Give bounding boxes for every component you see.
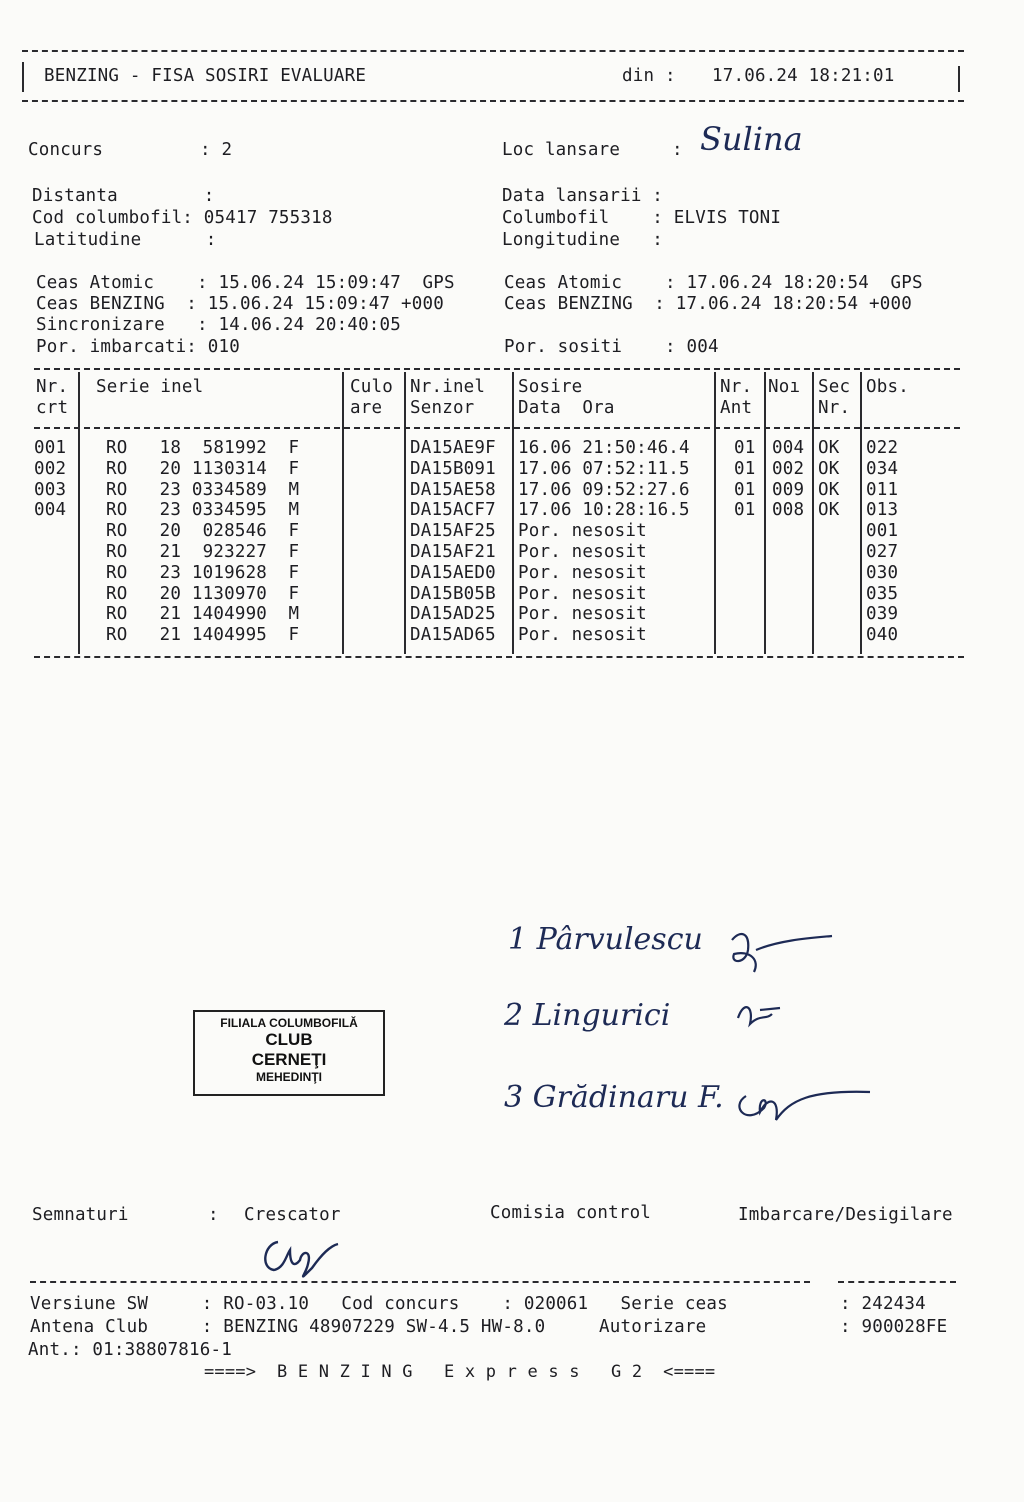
cell-sosire: 16.06 21:50:46.4 — [518, 438, 690, 458]
cell-obs: 027 — [866, 542, 899, 562]
th-sec-1: Sec — [818, 377, 851, 397]
cell-senzor: DA15AE58 — [410, 479, 496, 500]
th-culoare-2: are — [350, 398, 383, 418]
cod-columbofil-line: Cod columbofil: 05417 755318 — [32, 208, 333, 228]
table-header-rule — [34, 427, 960, 429]
latitudine-line: Latitudine : — [34, 230, 217, 250]
cell-serie: RO 21 1404990 M — [106, 604, 300, 625]
cell-serie: RO 23 0334595 M — [106, 500, 300, 521]
th-nr-inel-1: Nr.inel — [410, 377, 486, 397]
concurs-label: Concurs — [28, 140, 104, 160]
th-nr-ant-2: Ant — [720, 398, 753, 418]
versiune-line: Versiune SW : RO-03.10 Cod concurs : 020061 Serie ceas — [30, 1294, 728, 1314]
benzing-banner: ====> B E N Z I N G E x p r e s s G 2 <==== — [204, 1362, 716, 1382]
commission-line-2: 2 Lingurici — [504, 998, 671, 1033]
cell-nr: 001 — [34, 438, 67, 458]
cell-senzor: DA15AF21 — [410, 542, 496, 562]
col-sep-2 — [342, 372, 344, 654]
ant-line: Ant.: 01:38807816-1 — [28, 1340, 232, 1360]
col-sep-4 — [512, 372, 514, 654]
sincronizare-line: Sincronizare : 14.06.24 20:40:05 — [36, 315, 402, 335]
cell-serie: RO 23 1019628 F — [106, 562, 300, 583]
signature-marks-commission — [720, 920, 880, 1130]
cell-serie: RO 20 1130314 F — [106, 458, 300, 479]
table-bottom-rule — [34, 656, 964, 658]
autorizare-value: : 900028FE — [840, 1317, 948, 1337]
cell-obs: 013 — [866, 500, 899, 521]
ceas-atomic-left: Ceas Atomic : 15.06.24 15:09:47 GPS — [36, 273, 455, 293]
cell-sosire: 17.06 09:52:27.6 — [518, 479, 690, 500]
ceas-benzing-right: Ceas BENZING : 17.06.24 18:20:54 +000 — [504, 294, 912, 314]
din-label: din : — [622, 66, 676, 86]
col-sep-5 — [714, 372, 716, 654]
ceas-benzing-left: Ceas BENZING : 15.06.24 15:09:47 +000 — [36, 294, 444, 314]
cell-ant: 01 — [734, 479, 756, 500]
por-imbarcati-line: Por. imbarcati: 010 — [36, 337, 240, 357]
columbofil-line: Columbofil : ELVIS TONI — [502, 208, 782, 228]
por-sositi-line: Por. sositi : 004 — [504, 337, 719, 357]
cell-serie: RO 18 581992 F — [106, 438, 300, 458]
th-nr-ant-1: Nr. — [720, 377, 753, 397]
cell-sosire: 17.06 10:28:16.5 — [518, 500, 690, 521]
cell-obs: 030 — [866, 562, 899, 583]
header-top-border — [22, 50, 964, 52]
cell-nor: 009 — [772, 479, 805, 500]
header-bottom-border — [22, 100, 964, 102]
th-nor: Noı — [768, 377, 801, 397]
stamp-line-3: CERNEŢI — [251, 1050, 327, 1069]
crescator-signature — [256, 1228, 346, 1288]
cell-sosire: 17.06 07:52:11.5 — [518, 458, 690, 479]
signatures-label: Semnaturi — [32, 1205, 129, 1225]
cell-sec: OK — [818, 458, 840, 479]
th-nr-inel-2: Senzor — [410, 398, 475, 418]
col-sep-1 — [78, 372, 80, 654]
cell-nor: 008 — [772, 500, 805, 521]
header-right-border — [958, 66, 960, 92]
cell-obs: 035 — [866, 583, 899, 604]
col-sep-6 — [764, 372, 766, 654]
col-sep-7 — [812, 372, 814, 654]
cell-obs: 039 — [866, 604, 899, 625]
cell-sosire: Por. nesosit — [518, 521, 647, 542]
loc-lansare-label: Loc lansare — [502, 140, 621, 160]
din-value: 17.06.24 18:21:01 — [712, 66, 895, 86]
cell-serie: RO 20 1130970 F — [106, 583, 300, 604]
col-sep-8 — [860, 372, 862, 654]
cell-obs: 001 — [866, 521, 899, 542]
loc-lansare-colon: : — [672, 140, 683, 160]
cell-sosire: Por. nesosit — [518, 583, 647, 604]
cell-sosire: Por. nesosit — [518, 562, 647, 583]
col-sep-3 — [404, 372, 406, 654]
cell-senzor: DA15B05B — [410, 583, 496, 604]
th-culoare-1: Culo — [350, 377, 393, 397]
concurs-value: : 2 — [200, 140, 233, 160]
commission-line-1: 1 Pârvulescu — [508, 922, 703, 957]
cell-obs: 040 — [866, 625, 899, 646]
cell-senzor: DA15AD25 — [410, 604, 496, 625]
longitudine-line: Longitudine : — [502, 230, 664, 250]
cell-sec: OK — [818, 479, 840, 500]
cell-obs: 034 — [866, 458, 899, 479]
antena-line: Antena Club : BENZING 48907229 SW-4.5 HW-8.0 Autorizare — [30, 1317, 707, 1337]
page-title: BENZING - FISA SOSIRI EVALUARE — [44, 66, 367, 86]
cell-sosire: Por. nesosit — [518, 625, 647, 646]
stamp-line-2: CLUB — [265, 1030, 313, 1049]
cell-nr: 003 — [34, 479, 67, 500]
cell-nr: 002 — [34, 458, 67, 479]
cell-obs: 022 — [866, 438, 899, 458]
imbarcare-label: Imbarcare/Desigilare — [738, 1205, 953, 1225]
comisia-label: Comisia control — [490, 1203, 652, 1223]
commission-line-3: 3 Grădinaru F. — [504, 1080, 724, 1115]
th-sec-2: Nr. — [818, 398, 851, 418]
cell-serie: RO 20 028546 F — [106, 521, 300, 542]
cell-ant: 01 — [734, 458, 756, 479]
cell-senzor: DA15AE9F — [410, 438, 496, 458]
serie-ceas-value: : 242434 — [840, 1294, 926, 1314]
signature-rule-right — [838, 1281, 956, 1283]
signature-rule-left — [30, 1281, 810, 1283]
cell-senzor: DA15AED0 — [410, 562, 496, 583]
data-lansarii-line: Data lansarii : — [502, 186, 664, 206]
cell-ant: 01 — [734, 438, 756, 458]
th-nr-crt-2: crt — [36, 398, 69, 418]
cell-nr: 004 — [34, 500, 67, 521]
signatures-colon: : — [208, 1205, 219, 1225]
cell-sosire: Por. nesosit — [518, 542, 647, 562]
crescator-label: Crescator — [244, 1205, 341, 1225]
cell-senzor: DA15ACF7 — [410, 500, 496, 521]
cell-sosire: Por. nesosit — [518, 604, 647, 625]
loc-lansare-handwritten: Sulina — [700, 120, 803, 158]
cell-nor: 004 — [772, 438, 805, 458]
stamp-line-1: FILIALA COLUMBOFILĂ — [220, 1016, 358, 1030]
cell-senzor: DA15AF25 — [410, 521, 496, 542]
cell-serie: RO 23 0334589 M — [106, 479, 300, 500]
th-obs: Obs. — [866, 377, 909, 397]
stamp-line-4: MEHEDINŢI — [256, 1070, 322, 1084]
cell-sec: OK — [818, 438, 840, 458]
table-top-rule — [34, 368, 960, 370]
th-sosire-1: Sosire — [518, 377, 583, 397]
cell-senzor: DA15AD65 — [410, 625, 496, 646]
cell-serie: RO 21 1404995 F — [106, 625, 300, 646]
th-sosire-2: Data Ora — [518, 398, 615, 418]
distanta-line: Distanta : — [32, 186, 215, 206]
ceas-atomic-right: Ceas Atomic : 17.06.24 18:20:54 GPS — [504, 273, 923, 293]
cell-senzor: DA15B091 — [410, 458, 496, 479]
cell-nor: 002 — [772, 458, 805, 479]
th-nr-crt-1: Nr. — [36, 377, 69, 397]
club-stamp — [193, 1010, 385, 1096]
cell-ant: 01 — [734, 500, 756, 521]
cell-serie: RO 21 923227 F — [106, 542, 300, 562]
cell-obs: 011 — [866, 479, 899, 500]
cell-sec: OK — [818, 500, 840, 521]
th-serie-inel: Serie inel — [96, 377, 204, 397]
header-left-border — [22, 62, 24, 92]
